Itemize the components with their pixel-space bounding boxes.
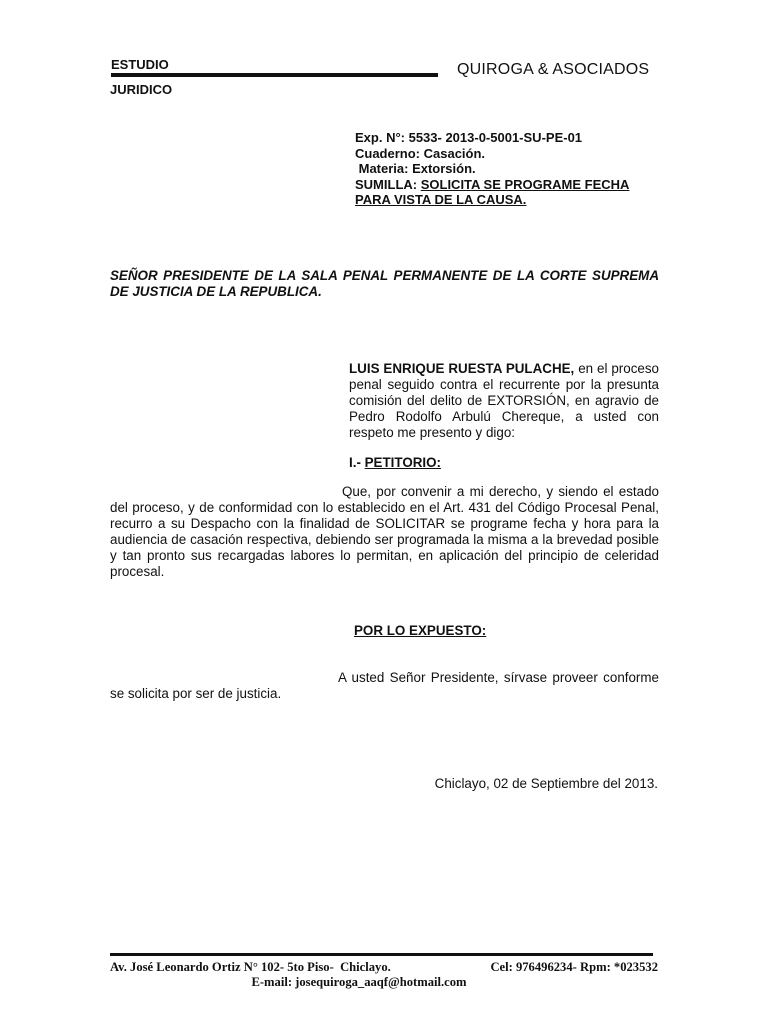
sumilla-text-1: SOLICITA SE PROGRAME FECHA xyxy=(420,176,630,192)
sumilla-text-2: PARA VISTA DE LA CAUSA. xyxy=(355,192,527,208)
section-expuesto-title: POR LO EXPUESTO: xyxy=(354,623,487,638)
footer-divider xyxy=(110,953,653,956)
petitioner-name: LUIS ENRIQUE RUESTA PULACHE, xyxy=(349,361,575,376)
case-cuaderno: Cuaderno: Casación. xyxy=(355,145,486,161)
footer xyxy=(110,960,658,990)
expuesto-text: A usted Señor Presidente, sírvase proveer conforme se solicita por ser de justicia. xyxy=(110,670,667,701)
sumilla-line xyxy=(355,177,629,193)
footer-phone: Cel: 976496234- Rpm: *023532 xyxy=(490,960,658,974)
header-divider xyxy=(111,73,438,77)
intro-text: en el proceso penal seguido contra el recurrente por la presunta comisión del delito de EXTORSIÓN, en agravio de Pedro Rodolfo Arbulú Chereque, a usted con respeto me presento y digo: xyxy=(349,361,663,440)
case-materia: Materia: Extorsión. xyxy=(355,161,476,177)
section-petitorio-title: PETITORIO: xyxy=(364,455,442,470)
section-petitorio-heading xyxy=(349,455,441,470)
expuesto-body xyxy=(110,670,667,702)
case-metadata xyxy=(355,130,629,208)
footer-address: Av. José Leonardo Ortiz N° 102- 5to Piso- Chiclayo. xyxy=(110,960,391,974)
petitorio-body xyxy=(110,484,659,579)
addressee: SEÑOR PRESIDENTE DE LA SALA PENAL PERMANENTE DE LA CORTE SUPREMA DE JUSTICIA DE LA REPUBLICA. xyxy=(110,268,659,299)
section-petitorio-prefix: I.- xyxy=(349,455,365,470)
firm-label-estudio: ESTUDIO xyxy=(111,57,169,72)
footer-email: E-mail: josequiroga_aaqf@hotmail.com xyxy=(251,975,467,989)
section-expuesto-heading xyxy=(354,623,486,638)
petitorio-text: Que, por convenir a mi derecho, y siendo el estado del proceso, y de conformidad con lo establecido en el Art. 431 del Código Procesal Penal, recurro a su Despacho con la finalidad de SOLICITAR se programe fecha y hora para la audiencia de casación respectiva, debiendo ser programada la misma a la brevedad posible y tan pronto sus recargadas labores lo permitan, en aplicación del principio de celeridad procesal. xyxy=(110,484,659,579)
firm-name: QUIROGA & ASOCIADOS xyxy=(457,61,650,78)
firm-label-juridico: JURIDICO xyxy=(110,82,173,97)
sumilla-label: SUMILLA: xyxy=(355,176,421,192)
document-date: Chiclayo, 02 de Septiembre del 2013. xyxy=(434,776,658,791)
case-number: Exp. N°: 5533- 2013-0-5001-SU-PE-01 xyxy=(355,130,583,145)
intro-paragraph xyxy=(349,361,663,441)
